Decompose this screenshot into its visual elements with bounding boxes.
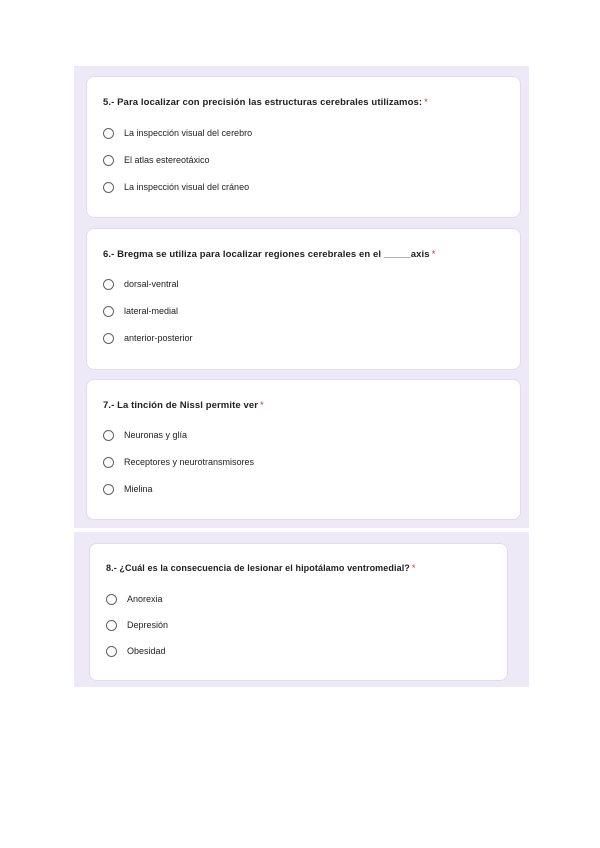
radio-circle-icon[interactable] [106, 594, 117, 605]
option-label: Anorexia [127, 594, 163, 604]
radio-option[interactable] [106, 592, 163, 606]
option-label: Mielina [124, 484, 153, 494]
required-asterisk: * [411, 563, 416, 573]
radio-option[interactable] [103, 428, 187, 442]
option-label: Obesidad [127, 646, 166, 656]
radio-option[interactable] [103, 126, 252, 140]
question-title: 6.- Bregma se utiliza para localizar regiones cerebrales en el _____axis * [103, 249, 436, 260]
radio-circle-icon[interactable] [103, 279, 114, 290]
required-asterisk: * [260, 400, 264, 411]
required-asterisk: * [424, 97, 428, 108]
option-label: lateral-medial [124, 306, 179, 316]
question-title: 8.- ¿Cuál es la consecuencia de lesionar el hipotálamo ventromedial? * [106, 563, 416, 573]
radio-option[interactable] [106, 618, 168, 632]
radio-option[interactable] [103, 304, 178, 318]
required-asterisk: * [431, 249, 436, 260]
radio-circle-icon[interactable] [103, 484, 114, 495]
option-label: Depresión [127, 620, 169, 630]
radio-circle-icon[interactable] [103, 155, 114, 166]
option-label: Receptores y neurotransmisores [124, 457, 255, 467]
radio-option[interactable] [103, 455, 254, 469]
radio-circle-icon[interactable] [103, 182, 114, 193]
radio-option[interactable] [106, 644, 166, 658]
radio-option[interactable] [103, 277, 179, 291]
radio-option[interactable] [103, 153, 210, 167]
radio-circle-icon[interactable] [103, 430, 114, 441]
option-label: dorsal-ventral [124, 279, 179, 289]
question-title: 7.- La tinción de Nissl permite ver * [103, 400, 264, 411]
radio-circle-icon[interactable] [106, 620, 117, 631]
radio-circle-icon[interactable] [103, 457, 114, 468]
option-label: anterior-posterior [124, 333, 193, 343]
radio-option[interactable] [103, 331, 193, 345]
radio-circle-icon[interactable] [103, 128, 114, 139]
question-card-8 [90, 544, 507, 680]
radio-option[interactable] [103, 482, 153, 496]
question-card-5 [87, 77, 520, 217]
question-card-7 [87, 380, 520, 519]
radio-circle-icon[interactable] [106, 646, 117, 657]
question-card-6 [87, 229, 520, 369]
radio-circle-icon[interactable] [103, 333, 114, 344]
option-label: La inspección visual del cerebro [124, 128, 253, 138]
radio-circle-icon[interactable] [103, 306, 114, 317]
radio-option[interactable] [103, 180, 249, 194]
option-label: La inspección visual del cráneo [124, 182, 250, 192]
question-title: 5.- Para localizar con precisión las estructuras cerebrales utilizamos: * [103, 97, 428, 108]
option-label: Neuronas y glía [124, 430, 188, 440]
option-label: El atlas estereotáxico [124, 155, 210, 165]
